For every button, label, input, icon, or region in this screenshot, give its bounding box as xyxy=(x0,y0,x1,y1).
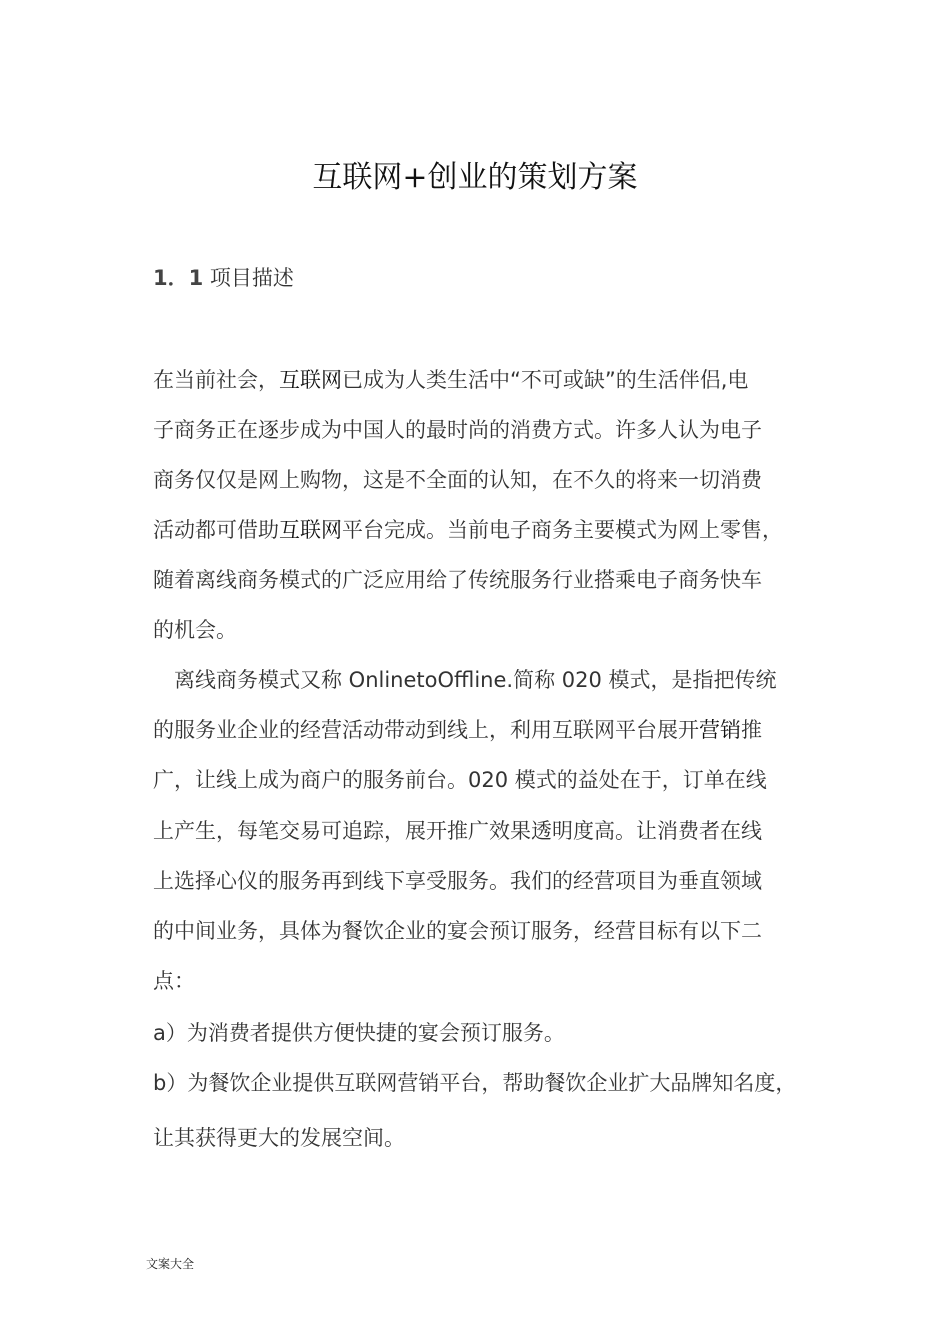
section-number: 1．1 xyxy=(153,266,204,290)
paragraph-line: 子商务正在逐步成为中国人的最时尚的消费方式。许多人认为电子 xyxy=(153,418,762,442)
paragraph-line: 广，让线上成为商户的服务前台。020 模式的益处在于，订单在线 xyxy=(153,768,767,792)
paragraph-line: 上产生，每笔交易可追踪，展开推广效果透明度高。让消费者在线 xyxy=(153,819,762,843)
paragraph-line: 随着离线商务模式的广泛应用给了传统服务行业搭乘电子商务快车 xyxy=(153,568,762,592)
paragraph-line: 离线商务模式又称 OnlinetoOffline.简称 020 模式，是指把传统 xyxy=(174,668,777,692)
page-footer: 文案大全 xyxy=(146,1257,195,1271)
list-item-a: a）为消费者提供方便快捷的宴会预订服务。 xyxy=(153,1021,565,1045)
document-title: 互联网+创业的策划方案 xyxy=(312,160,638,195)
paragraph-line: 商务仅仅是网上购物，这是不全面的认知，在不久的将来一切消费 xyxy=(153,468,762,492)
keyword-link: 互联网 xyxy=(279,518,342,542)
text-run: 已成为人类生活中“不可或缺”的生活伴侣,电 xyxy=(342,368,749,392)
paragraph-line: 点： xyxy=(153,969,195,993)
keyword-link: 营销 xyxy=(699,718,741,742)
text-run: 推 xyxy=(741,718,762,742)
text-run: 活动都可借助 xyxy=(153,518,279,542)
section-label: 项目描述 xyxy=(209,266,294,290)
paragraph-line xyxy=(153,714,762,744)
paragraph-line: 的机会。 xyxy=(153,618,237,642)
paragraph-line xyxy=(153,514,783,544)
list-item-b-continued: 让其获得更大的发展空间。 xyxy=(153,1126,405,1150)
section-heading xyxy=(153,262,294,292)
keyword-link: 互联网 xyxy=(279,368,342,392)
paragraph-line: 的中间业务，具体为餐饮企业的宴会预订服务，经营目标有以下二 xyxy=(153,919,762,943)
text-run: 在当前社会， xyxy=(153,368,279,392)
text-run: 的服务业企业的经营活动带动到线上，利用互联网平台展开 xyxy=(153,718,699,742)
paragraph-line: 上选择心仪的服务再到线下享受服务。我们的经营项目为垂直领域 xyxy=(153,869,762,893)
list-item-b: b）为餐饮企业提供互联网营销平台，帮助餐饮企业扩大品牌知名度， xyxy=(153,1071,797,1095)
paragraph-line xyxy=(153,364,748,394)
text-run: 平台完成。当前电子商务主要模式为网上零售， xyxy=(342,518,783,542)
